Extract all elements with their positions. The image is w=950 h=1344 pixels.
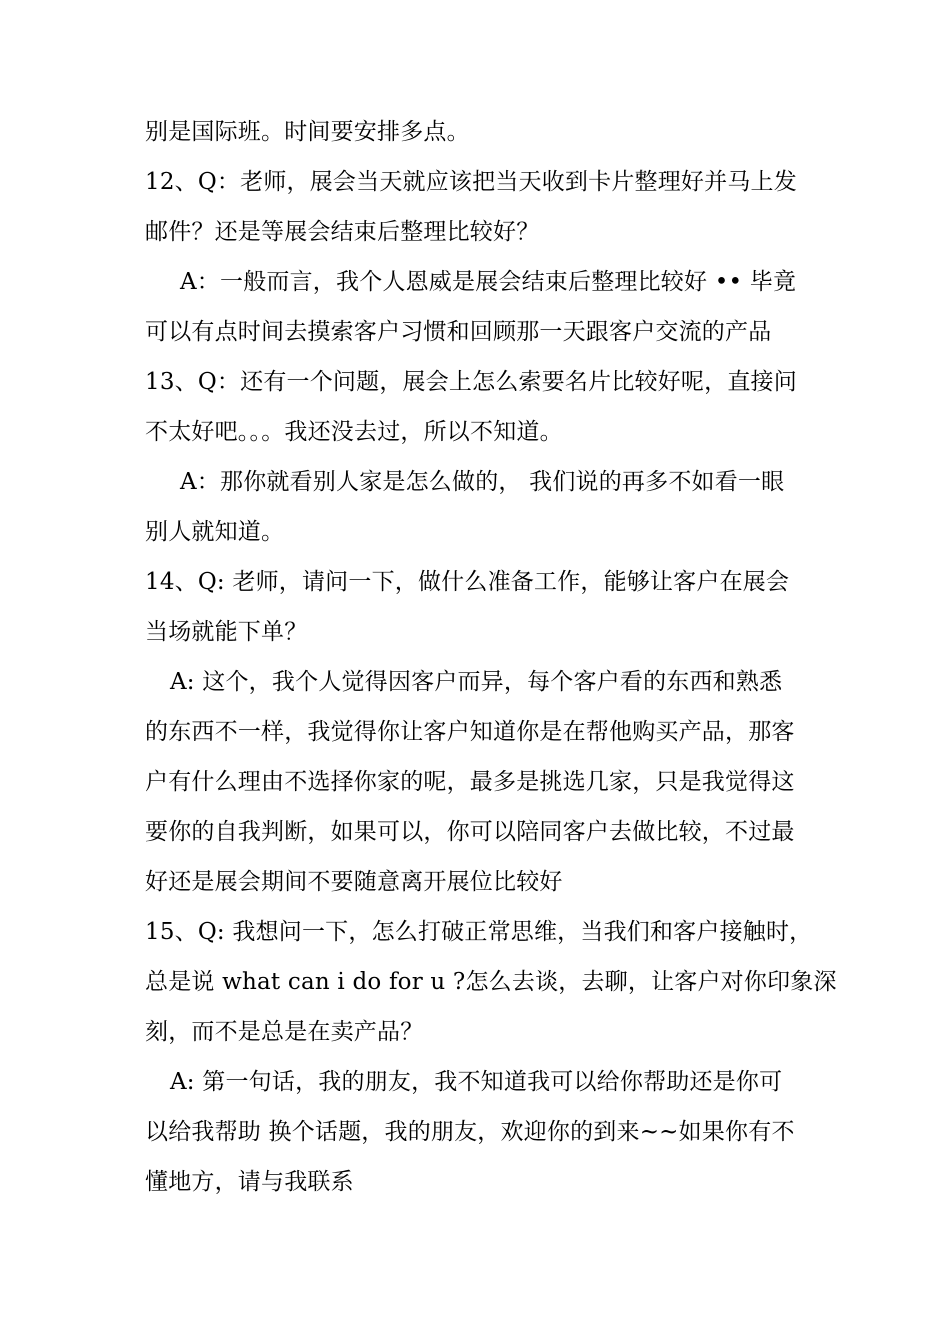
answer-line: A：那你就看别人家是怎么做的， 我们说的再多不如看一眼 [180,469,785,495]
text-line: 的东西不一样，我觉得你让客户知道你是在帮他购买产品，那客 [145,719,795,745]
text-line: 总是说 what can i do for u ?怎么去谈，去聊，让客户对你印象深 [145,969,837,995]
question-line: 13、Q：还有一个问题，展会上怎么索要名片比较好呢，直接问 [145,369,797,395]
question-line: 15、Q: 我想问一下，怎么打破正常思维，当我们和客户接触时， [145,919,813,945]
text-line: 别人就知道。 [145,519,285,545]
answer-line: A: 第一句话，我的朋友，我不知道我可以给你帮助还是你可 [170,1069,783,1095]
text-line: 不太好吧。。。我还没去过，所以不知道。 [145,419,563,445]
text-line: 好还是展会期间不要随意离开展位比较好 [145,869,563,895]
answer-line: A: 这个，我个人觉得因客户而异，每个客户看的东西和熟悉 [170,669,783,695]
text-line: 户有什么理由不选择你家的呢，最多是挑选几家，只是我觉得这 [145,769,795,795]
text-line: 别是国际班。时间要安排多点。 [145,119,470,145]
text-line: 刻，而不是总是在卖产品？ [145,1019,424,1045]
text-line: 可以有点时间去摸索客户习惯和回顾那一天跟客户交流的产品 [145,319,772,345]
text-line: 当场就能下单？ [145,619,308,645]
question-line: 14、Q: 老师，请问一下，做什么准备工作，能够让客户在展会 [145,569,790,595]
question-line: 12、Q：老师，展会当天就应该把当天收到卡片整理好并马上发 [145,169,797,195]
text-line: 懂地方，请与我联系 [145,1169,354,1195]
text-line: 要你的自我判断，如果可以，你可以陪同客户去做比较，不过最 [145,819,795,845]
answer-line: A：一般而言，我个人恩威是展会结束后整理比较好 •• 毕竟 [180,269,797,295]
text-line: 以给我帮助 换个话题，我的朋友，欢迎你的到来~~如果你有不 [145,1119,795,1145]
text-line: 邮件？还是等展会结束后整理比较好？ [145,219,540,245]
